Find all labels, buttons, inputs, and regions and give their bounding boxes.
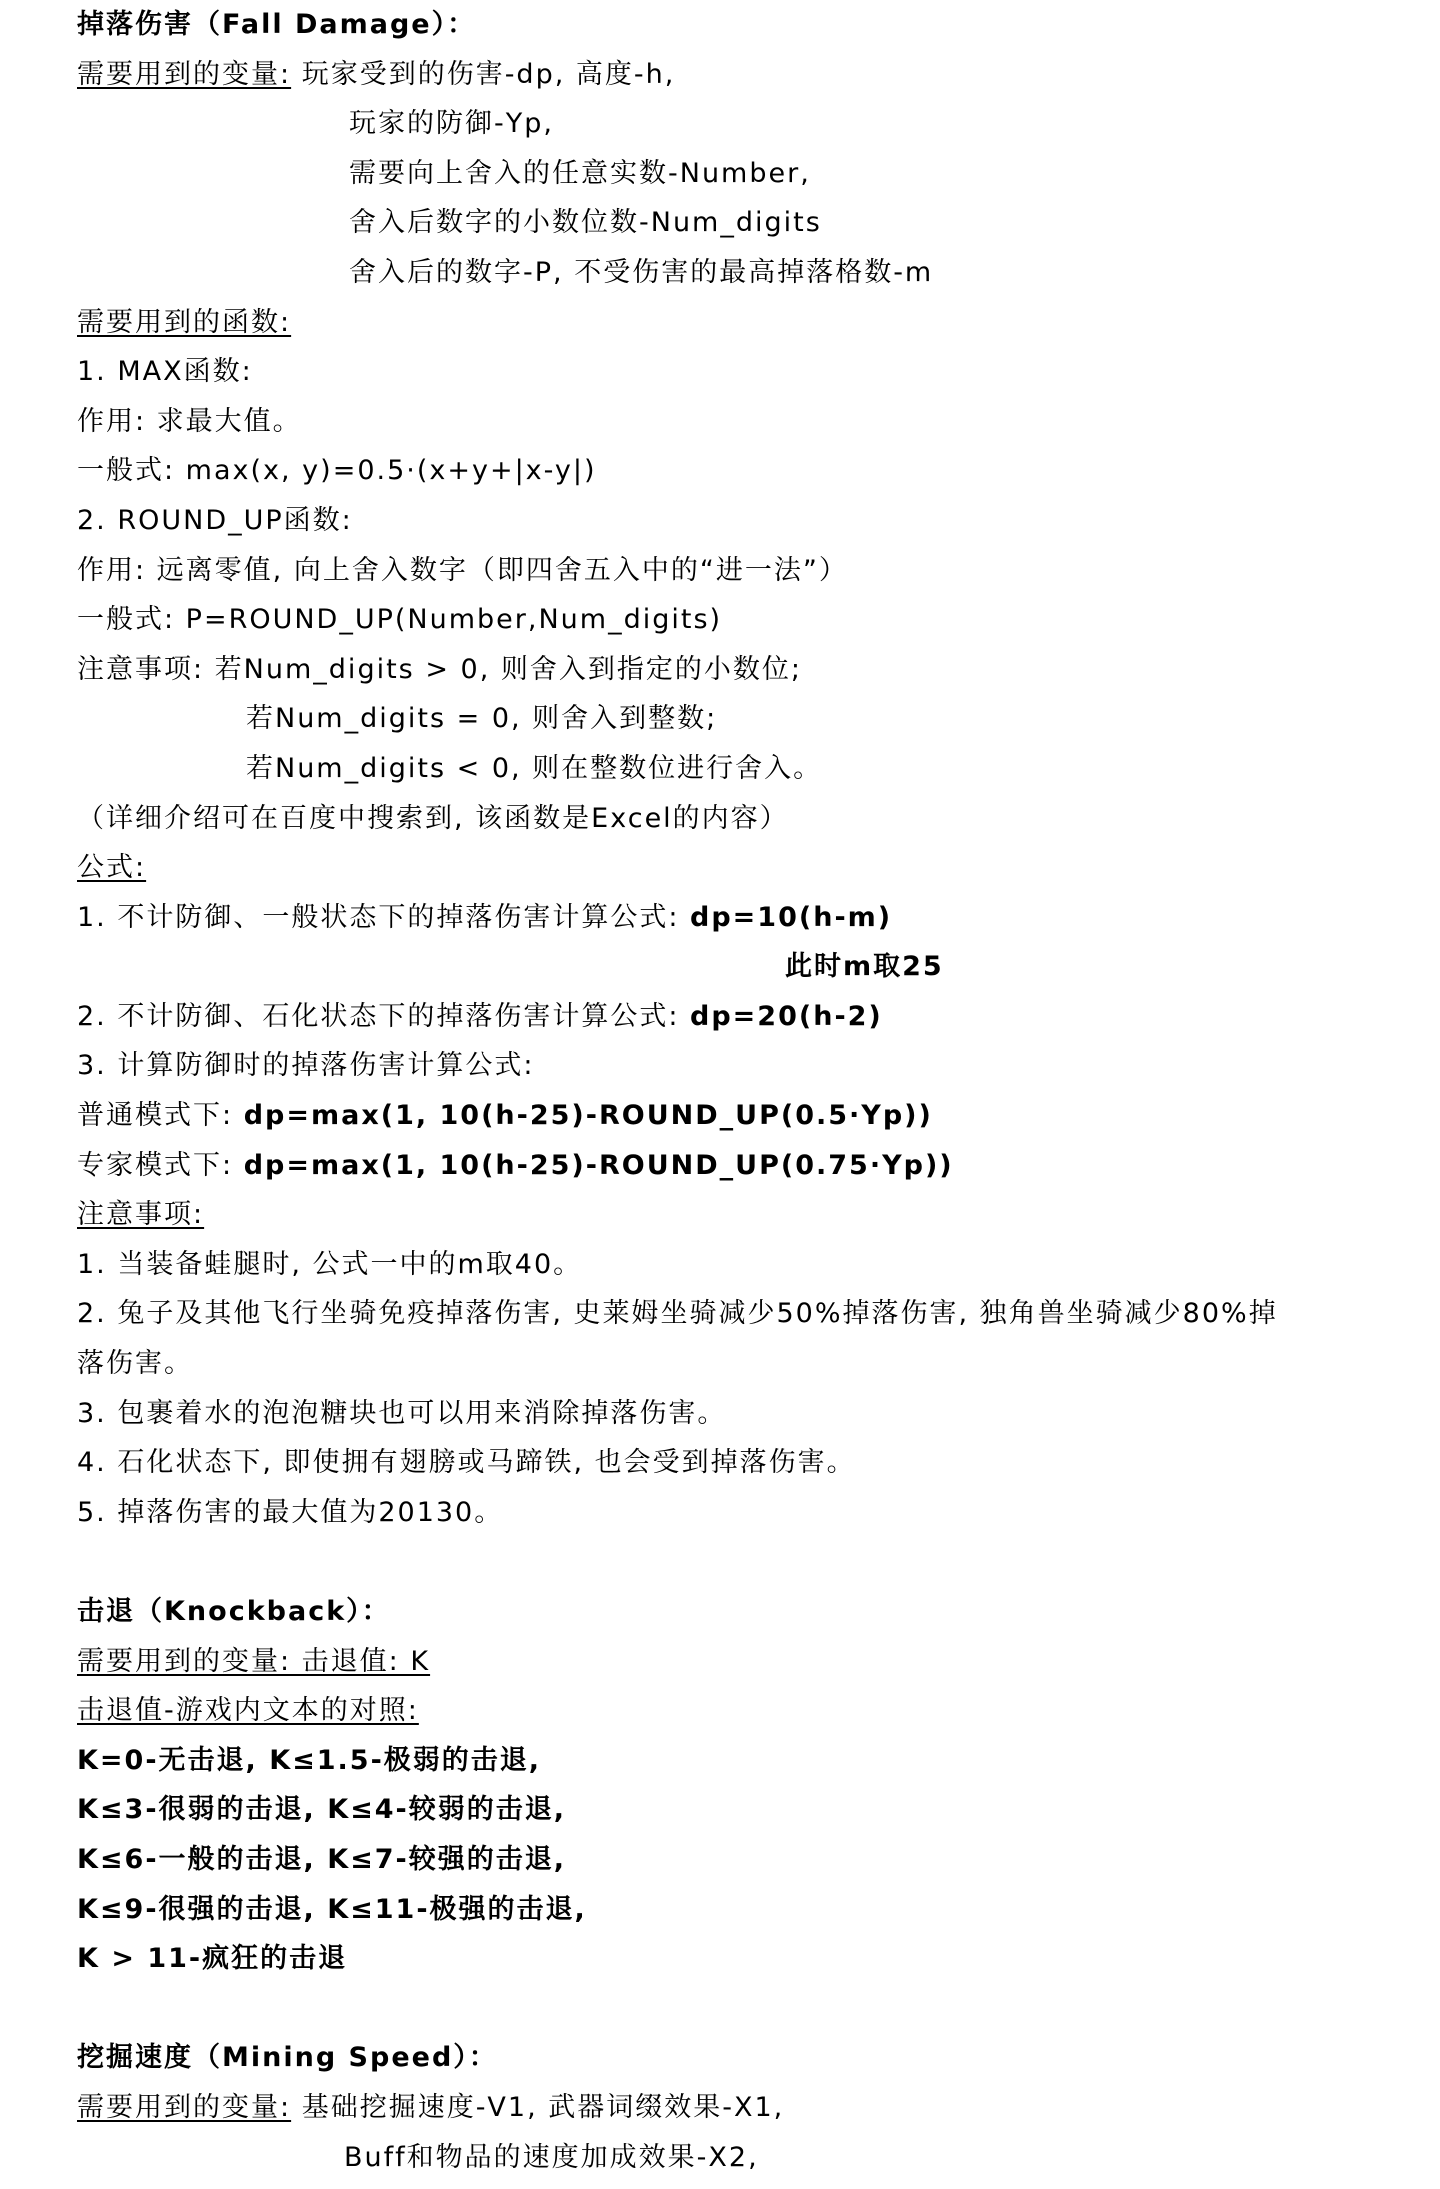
notes-label-line (77, 1190, 1440, 1240)
formula-expr: dp=max(1, 10(h-25)-ROUND_UP(0.75·Yp)) (243, 1149, 954, 1181)
knockback-level: K≤9-很强的击退, K≤11-极强的击退, (77, 1893, 587, 1925)
mining-speed-title: 挖掘速度（Mining Speed）： (77, 2042, 498, 2074)
formula-1-note: 此时m取25 (785, 951, 944, 983)
expert-mode-formula (77, 1141, 1440, 1191)
knockback-title: 击退（Knockback）： (77, 1596, 391, 1627)
note-item: 5. 掉落伤害的最大值为20130。 (77, 1496, 504, 1528)
formula-text: 1. 不计防御、一般状态下的掉落伤害计算公式: (77, 901, 691, 933)
roundup-note: 若Num_digits = 0, 则舍入到整数; (246, 703, 718, 735)
note-item: 3. 包裹着水的泡泡糖块也可以用来消除掉落伤害。 (77, 1397, 727, 1429)
blank-line (77, 1984, 1440, 2034)
formula-2 (77, 992, 1440, 1042)
functions-label-line (77, 298, 1440, 348)
formula-text: 2. 不计防御、石化状态下的掉落伤害计算公式: (77, 1000, 691, 1032)
roundup-fn-general: 一般式: P=ROUND_UP(Number,Num_digits) (77, 604, 723, 636)
formula-expr: dp=10(h-m) (690, 901, 893, 933)
knockback-vars: 需要用到的变量: 击退值: K (77, 1645, 431, 1677)
knockback-vars-line (77, 1637, 1440, 1687)
var-item: 舍入后的数字-P, 不受伤害的最高掉落格数-m (349, 256, 934, 288)
note-item: 1. 当装备蛙腿时, 公式一中的m取40。 (77, 1248, 583, 1280)
functions-label: 需要用到的函数: (77, 306, 292, 338)
roundup-remark: （详细介绍可在百度中搜索到, 该函数是Excel的内容） (77, 802, 789, 834)
roundup-fn-purpose: 作用: 远离零值, 向上舍入数字（即四舍五入中的“进一法”） (77, 554, 848, 586)
mode-label: 普通模式下: (77, 1100, 244, 1132)
note-item: 4. 石化状态下, 即使拥有翅膀或马蹄铁, 也会受到掉落伤害。 (77, 1447, 856, 1479)
var-item: 玩家的防御-Yp, (349, 108, 554, 140)
var-item: 需要向上舍入的任意实数-Number, (349, 157, 811, 189)
blank-line (77, 1537, 1440, 1587)
formula-expr: dp=20(h-2) (690, 1000, 883, 1032)
knockback-mapping-line (77, 1686, 1440, 1736)
knockback-level: K > 11-疯狂的击退 (77, 1943, 348, 1975)
roundup-notes-line (77, 645, 1440, 695)
formula-expr: dp=max(1, 10(h-25)-ROUND_UP(0.5·Yp)) (243, 1100, 933, 1132)
max-fn-heading: 1. MAX函数: (77, 356, 253, 388)
formula-1 (77, 893, 1440, 943)
max-fn-general: 一般式: max(x, y)=0.5·(x+y+|x-y|) (77, 455, 597, 487)
note-item-continued: 落伤害。 (77, 1348, 193, 1380)
knockback-level: K=0-无击退, K≤1.5-极弱的击退, (77, 1744, 542, 1776)
vars-label: 需要用到的变量: (77, 2091, 292, 2123)
mining-vars-line (77, 2083, 1440, 2133)
knockback-level: K≤6-一般的击退, K≤7-较强的击退, (77, 1843, 566, 1875)
formulas-label: 公式: (77, 852, 147, 884)
knockback-mapping-label: 击退值-游戏内文本的对照: (77, 1695, 419, 1727)
formula-3-heading: 3. 计算防御时的掉落伤害计算公式: (77, 1050, 535, 1082)
note-item: 2. 兔子及其他飞行坐骑免疫掉落伤害, 史莱姆坐骑减少50%掉落伤害, 独角兽坐骑减少80%掉 (77, 1298, 1278, 1330)
var-item: 舍入后数字的小数位数-Num_digits (349, 207, 822, 239)
fall-damage-title: 掉落伤害（Fall Damage）： (77, 9, 477, 40)
fall-damage-vars-line (77, 50, 1440, 100)
vars-label: 需要用到的变量: (77, 58, 292, 90)
roundup-note: 若Num_digits > 0, 则舍入到指定的小数位; (214, 653, 802, 685)
roundup-fn-heading: 2. ROUND_UP函数: (77, 504, 353, 536)
formulas-label-line (77, 843, 1440, 893)
roundup-note: 若Num_digits < 0, 则在整数位进行舍入。 (246, 752, 823, 784)
knockback-level: K≤3-很弱的击退, K≤4-较弱的击退, (77, 1794, 566, 1826)
notes-label: 注意事项: (77, 1199, 205, 1231)
max-fn-purpose: 作用: 求最大值。 (77, 405, 302, 437)
mode-label: 专家模式下: (77, 1149, 244, 1181)
var-item: 基础挖掘速度-V1, 武器词缀效果-X1, (291, 2091, 785, 2123)
var-item: Buff和物品的速度加成效果-X2, (344, 2141, 759, 2173)
roundup-notes-label: 注意事项: (77, 653, 215, 685)
normal-mode-formula (77, 1091, 1440, 1141)
var-item: 玩家受到的伤害-dp, 高度-h, (291, 58, 676, 90)
